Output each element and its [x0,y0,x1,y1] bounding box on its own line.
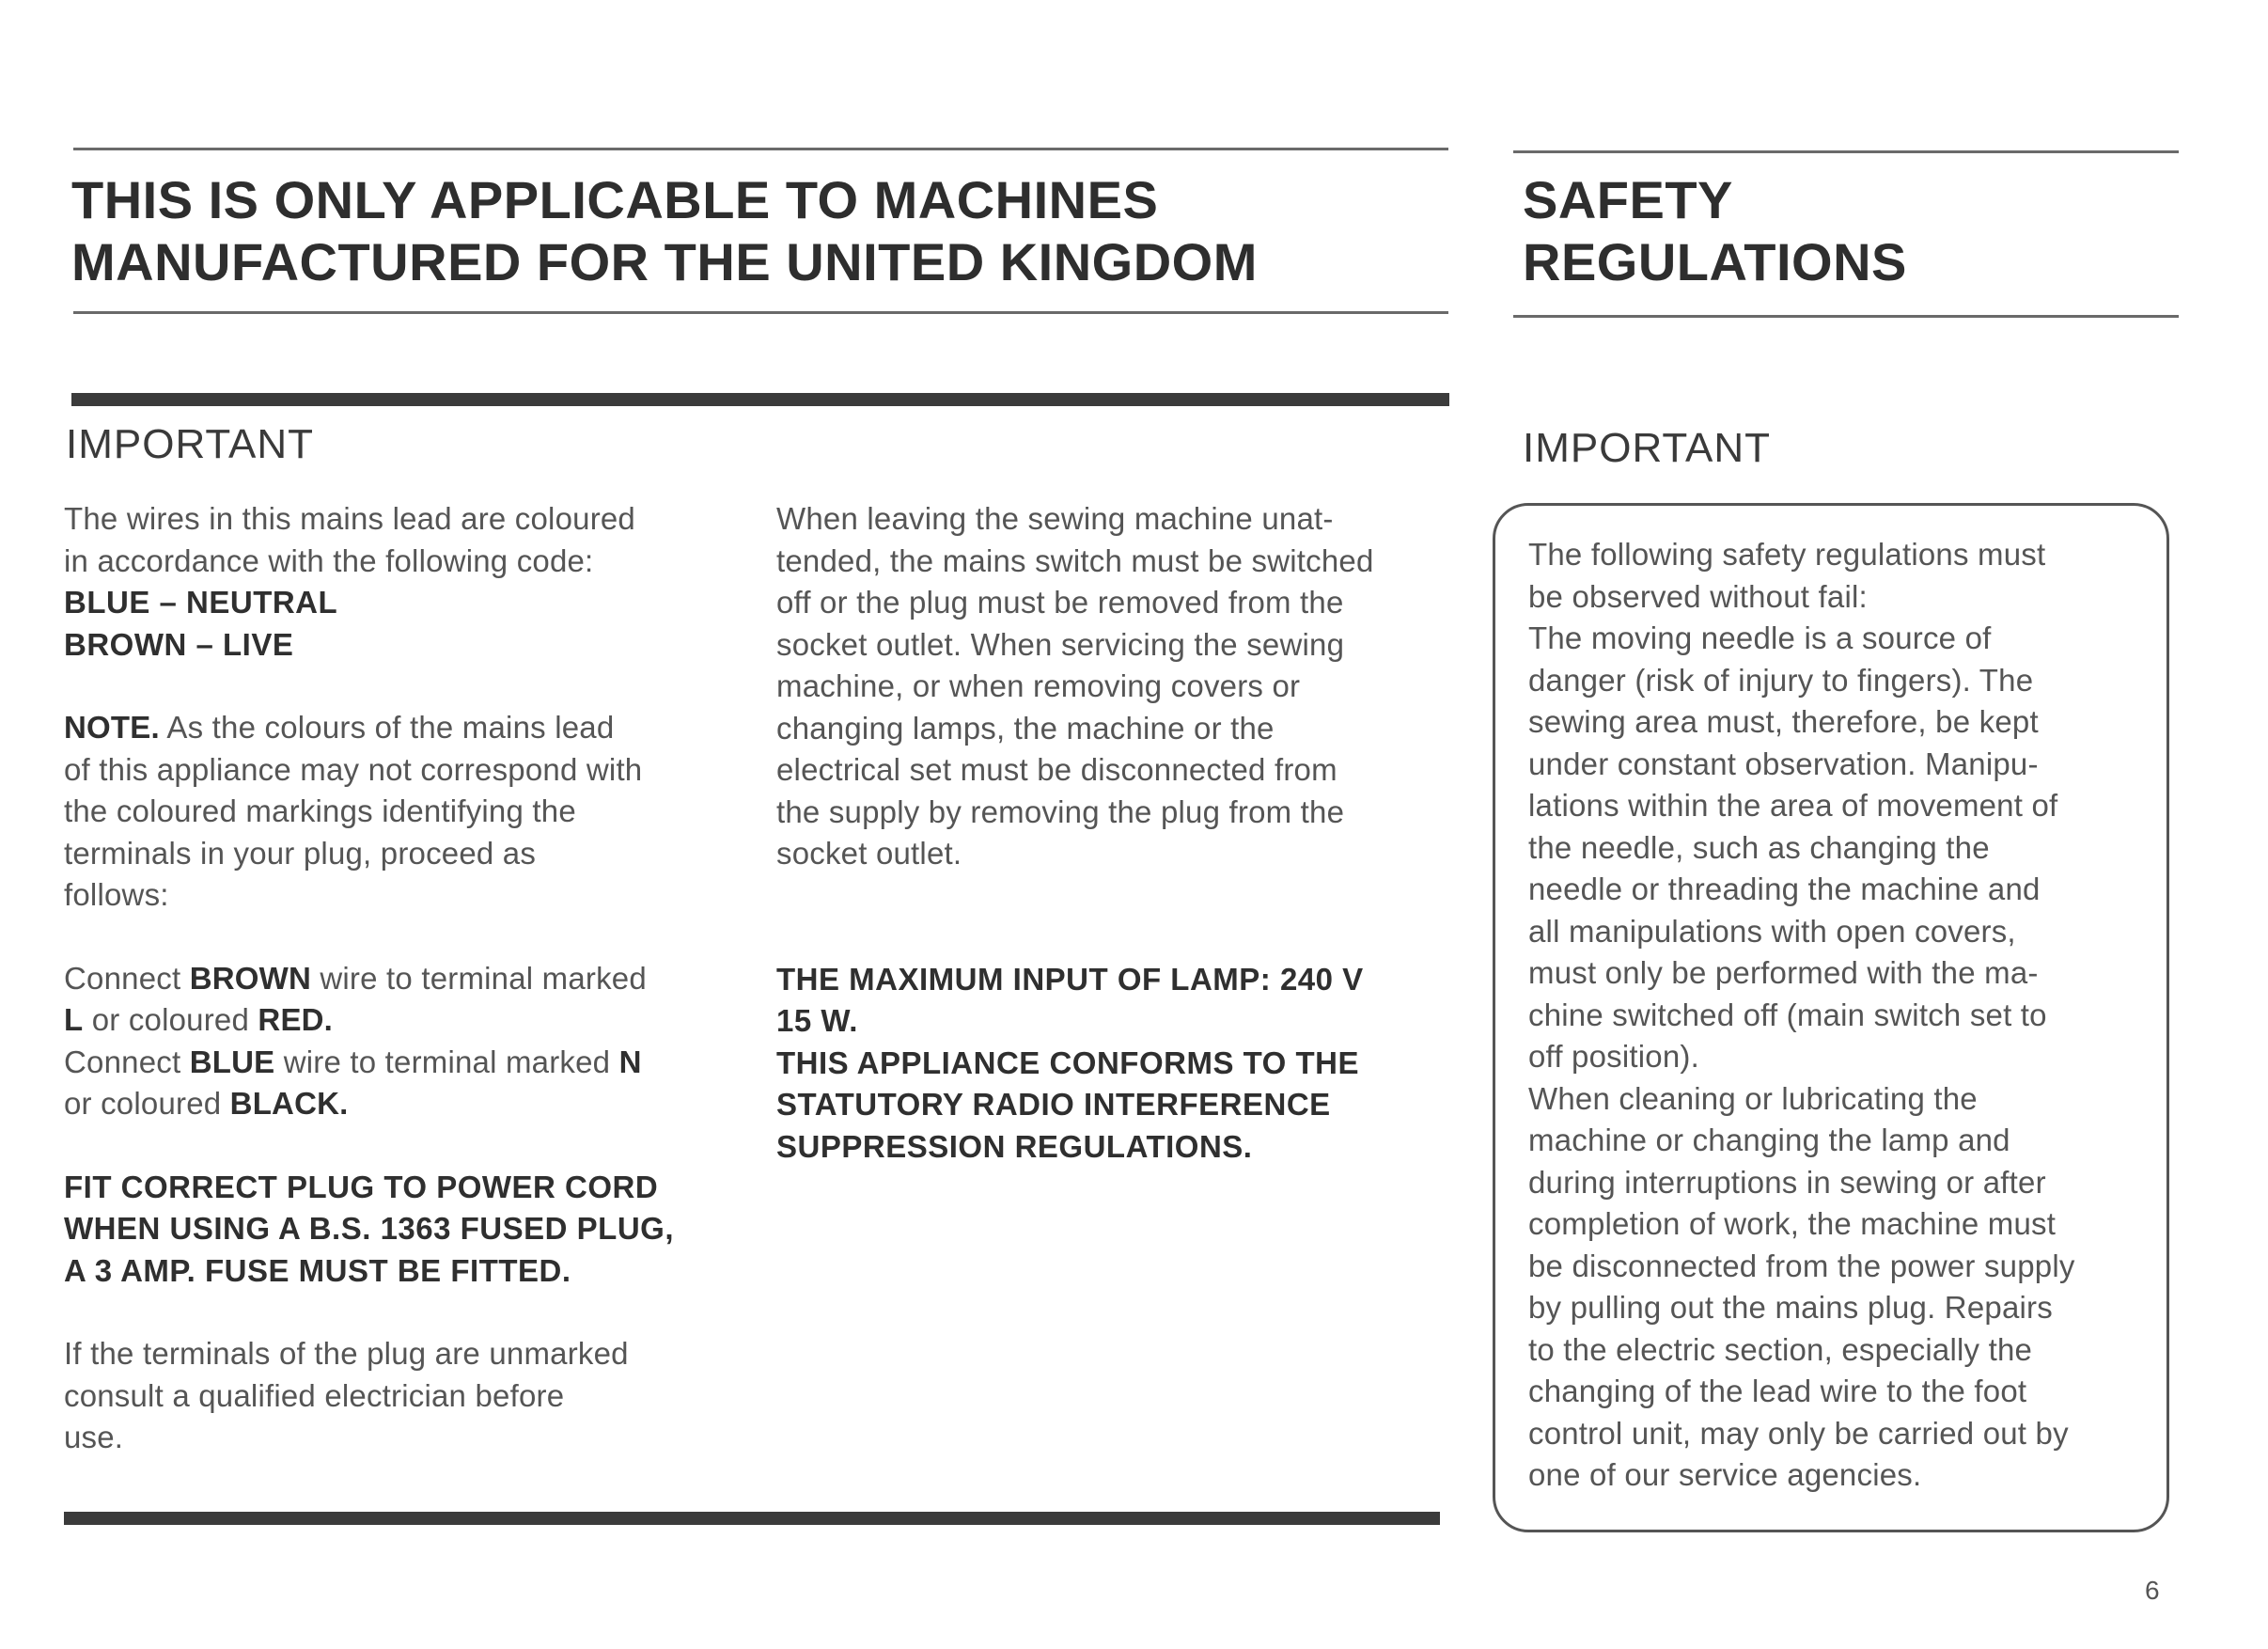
servicing-line9: socket outlet. [776,836,962,871]
connect-blue-line1: Connect BLUE wire to terminal marked N [64,1044,642,1079]
servicing-line5: machine, or when removing covers or [776,668,1301,703]
connect-blue-line2: or coloured BLACK. [64,1086,349,1121]
safety-text-line: be observed without fail: [1528,578,1868,614]
safety-text-line: needle or threading the machine and [1528,872,2041,906]
conforms-line1: THIS APPLIANCE CONFORMS TO THE [776,1044,1360,1080]
safety-text-line: danger (risk of injury to fingers). The [1528,662,2034,698]
intro-line1: The wires in this mains lead are coloured [64,501,635,536]
note-line1: NOTE. As the colours of the mains lead [64,710,615,745]
servicing-line7: electrical set must be disconnected from [776,752,1337,787]
intro-line2: in accordance with the following code: [64,542,594,578]
note-line4: terminals in your plug, proceed as [64,835,537,871]
conforms-line3: SUPPRESSION REGULATIONS. [776,1128,1253,1164]
safety-text-line: completion of work, the machine must [1528,1206,2057,1241]
safety-text-line: all manipulations with open covers, [1528,913,2016,949]
left-heading-top-rule [73,148,1448,150]
safety-text-line: be disconnected from the power supply [1528,1248,2075,1283]
safety-text-line: chine switched off (main switch set to [1528,997,2047,1032]
safety-text-line: by pulling out the mains plug. Repairs [1528,1290,2053,1325]
max-lamp-line1: THE MAXIMUM INPUT OF LAMP: 240 V [776,961,1364,997]
safety-text-line: changing of the lead wire to the foot [1528,1374,2027,1408]
safety-text-line: The following safety regulations must [1528,537,2046,572]
code-blue-neutral: BLUE – NEUTRAL [64,585,338,620]
left-section-top-bar [71,393,1449,406]
safety-text-line: The moving needle is a source of [1528,620,1992,655]
safety-text-line: sewing area must, therefore, be kept [1528,704,2039,739]
left-heading [71,169,1258,293]
safety-text-line: during interruptions in sewing or after [1528,1164,2046,1200]
right-heading [1523,169,1907,293]
connect-brown-line2: L or coloured RED. [64,1002,334,1037]
note-line5: follows: [64,877,169,912]
right-heading-line2: REGULATIONS [1523,232,1907,291]
unmarked-line2: consult a qualified electrician before [64,1377,565,1413]
left-important-label: IMPORTANT [66,421,315,467]
safety-text-line: the needle, such as changing the [1528,829,1990,865]
safety-text-line: off position). [1528,1039,1699,1074]
left-heading-line1: THIS IS ONLY APPLICABLE TO MACHINES [71,170,1159,229]
right-heading-bottom-rule [1513,315,2179,318]
safety-text-line: When cleaning or lubricating the [1528,1080,1978,1116]
note-line3: the coloured markings identifying the [64,793,576,828]
left-heading-line2: MANUFACTURED FOR THE UNITED KINGDOM [71,232,1258,291]
servicing-line2: tended, the mains switch must be switched [776,542,1374,578]
page-number: 6 [2145,1576,2160,1605]
safety-text-line: to the electric section, especially the [1528,1331,2033,1367]
max-lamp-line2: 15 W. [776,1003,858,1038]
safety-regulations-text [1528,534,2158,1497]
code-brown-live: BROWN – LIVE [64,626,294,662]
connect-brown-line1: Connect BROWN wire to terminal marked [64,960,647,996]
left-section-bottom-bar [64,1512,1440,1525]
fit-plug-line2: WHEN USING A B.S. 1363 FUSED PLUG, [64,1211,674,1246]
right-heading-top-rule [1513,150,2179,153]
safety-text-line: under constant observation. Manipu- [1528,746,2039,781]
note-label: NOTE. [64,710,160,745]
servicing-line1: When leaving the sewing machine unat- [776,501,1334,536]
safety-text-line: one of our service agencies. [1528,1457,1922,1492]
left-heading-bottom-rule [73,311,1448,314]
servicing-line6: changing lamps, the machine or the [776,710,1275,746]
unmarked-line3: use. [64,1420,124,1454]
fit-plug-line1: FIT CORRECT PLUG TO POWER CORD [64,1169,659,1204]
wiring-instructions-column [64,498,741,1459]
note-line2: of this appliance may not correspond with [64,751,643,787]
servicing-column [776,498,1453,1168]
servicing-line8: the supply by removing the plug from the [776,793,1345,829]
servicing-line4: socket outlet. When servicing the sewing [776,626,1345,662]
unmarked-line1: If the terminals of the plug are unmarked [64,1336,629,1371]
safety-text-line: machine or changing the lamp and [1528,1123,2010,1157]
servicing-line3: off or the plug must be removed from the [776,585,1344,620]
safety-text-line: lations within the area of movement of [1528,788,2058,823]
right-important-label: IMPORTANT [1523,425,1772,471]
safety-text-line: control unit, may only be carried out by [1528,1415,2069,1451]
safety-text-line: must only be performed with the ma- [1528,955,2039,990]
conforms-line2: STATUTORY RADIO INTERFERENCE [776,1087,1331,1122]
fit-plug-line3: A 3 AMP. FUSE MUST BE FITTED. [64,1252,571,1288]
right-heading-line1: SAFETY [1523,170,1733,229]
